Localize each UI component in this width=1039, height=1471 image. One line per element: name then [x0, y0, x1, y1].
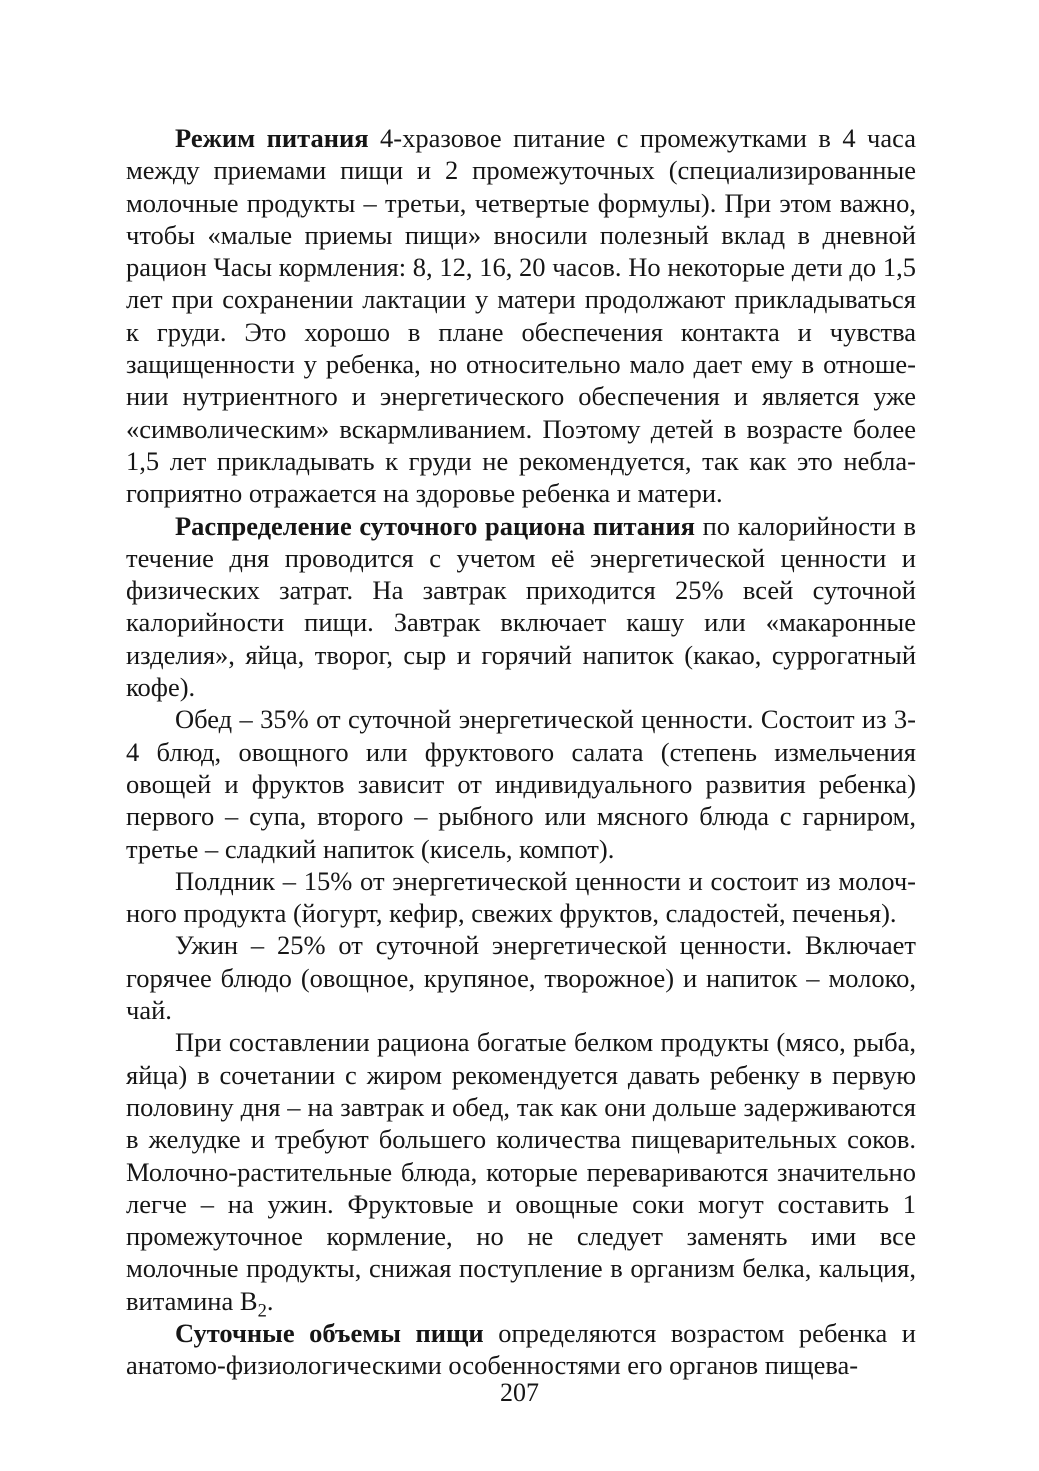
- paragraph-text: определяются возрастом ребенка и анатомо-физиологическими особенностями его органов пищева-: [126, 1317, 916, 1381]
- paragraph-feeding-regime: [126, 122, 916, 510]
- paragraph-lunch: [126, 703, 916, 864]
- paragraph-text: При составлении рациона богатые белком продукты (мясо, рыба, яйца) в сочетании с жиром рекомендуется давать ребенку в первую половину дня – на завтрак и обед, так как они дольше задерживаются в желудке и требуют большего количества пищеварительных соков. Молочно-растительные блюда, которые перевариваются значительно легче – на ужин. Фруктовые и овощные соки могут составить 1 промежуточное кормление, но не следует заменять ими все молочные продукты, снижая поступление в организм белка, кальция, витамина В: [126, 1027, 916, 1316]
- term-daily-food-volumes: Суточные объемы пищи: [175, 1317, 484, 1348]
- term-feeding-regime: Режим питания: [175, 123, 369, 153]
- paragraph-dinner: [126, 929, 916, 1026]
- paragraph-daily-ration-distribution: [126, 510, 916, 704]
- paragraph-afternoon-snack: [126, 865, 916, 930]
- page-number: 207: [500, 1378, 539, 1407]
- paragraph-text: Обед – 35% от суточной энергетической ценности. Состоит из 3-4 блюд, овощного или фруктового салата (степень измельчения овощей и фруктов зависит от индивидуального развития ребенка) первого – супа, второго – рыбного или мясного блюда с гарниром, третье – сладкий напиток (кисель, компот).: [126, 704, 916, 864]
- term-daily-ration-distribution: Распределение суточного рациона питания: [175, 510, 695, 541]
- page-body: [126, 122, 916, 1382]
- subscript: 2: [257, 1299, 267, 1321]
- paragraph-daily-food-volumes: [126, 1317, 916, 1382]
- paragraph-text: Ужин – 25% от суточной энергетической ценности. Включает горячее блюдо (овощное, крупяное, творожное) и напиток – молоко, чай.: [126, 930, 916, 1026]
- paragraph-tail: .: [266, 1285, 274, 1316]
- paragraph-text: по калорийности в течение дня проводится с учетом её энергетической ценности и физических затрат. На завтрак приходится 25% всей суточной калорийности пищи. Завтрак включает кашу или «макаронные изделия», яйца, творог, сыр и горячий напиток (какао, суррогатный кофе).: [126, 510, 916, 703]
- paragraph-text: 4-хразовое питание с промежутками в 4 часа между приемами пищи и 2 промежуточных (специализированные молочные продукты – третьи, четвертые формулы). При этом важно, чтобы «малые приемы пищи» вносили полезный вклад в дневной рацион Часы кормления: 8, 12, 16, 20 часов. Но некоторые дети до 1,5 лет при сохранении лактации у матери продолжают прикладываться к груди. Это хорошо в плане обеспечения контакта и чувства защищенности у ребенка, но относительно мало дает ему в отношении нутриентного и энергетического обеспечения и является уже «символическим» вскармливанием. Поэтому детей в возрасте более 1,5 лет прикладывать к груди не рекомендуется, так как это неблагоприятно отражается на здоровье ребенка и матери.: [126, 123, 916, 509]
- paragraph-text: Полдник – 15% от энергетической ценности и состоит из молочного продукта (йогурт, кефир, свежих фруктов, сладостей, печенья).: [126, 865, 916, 929]
- paragraph-ration-composition: [126, 1026, 916, 1321]
